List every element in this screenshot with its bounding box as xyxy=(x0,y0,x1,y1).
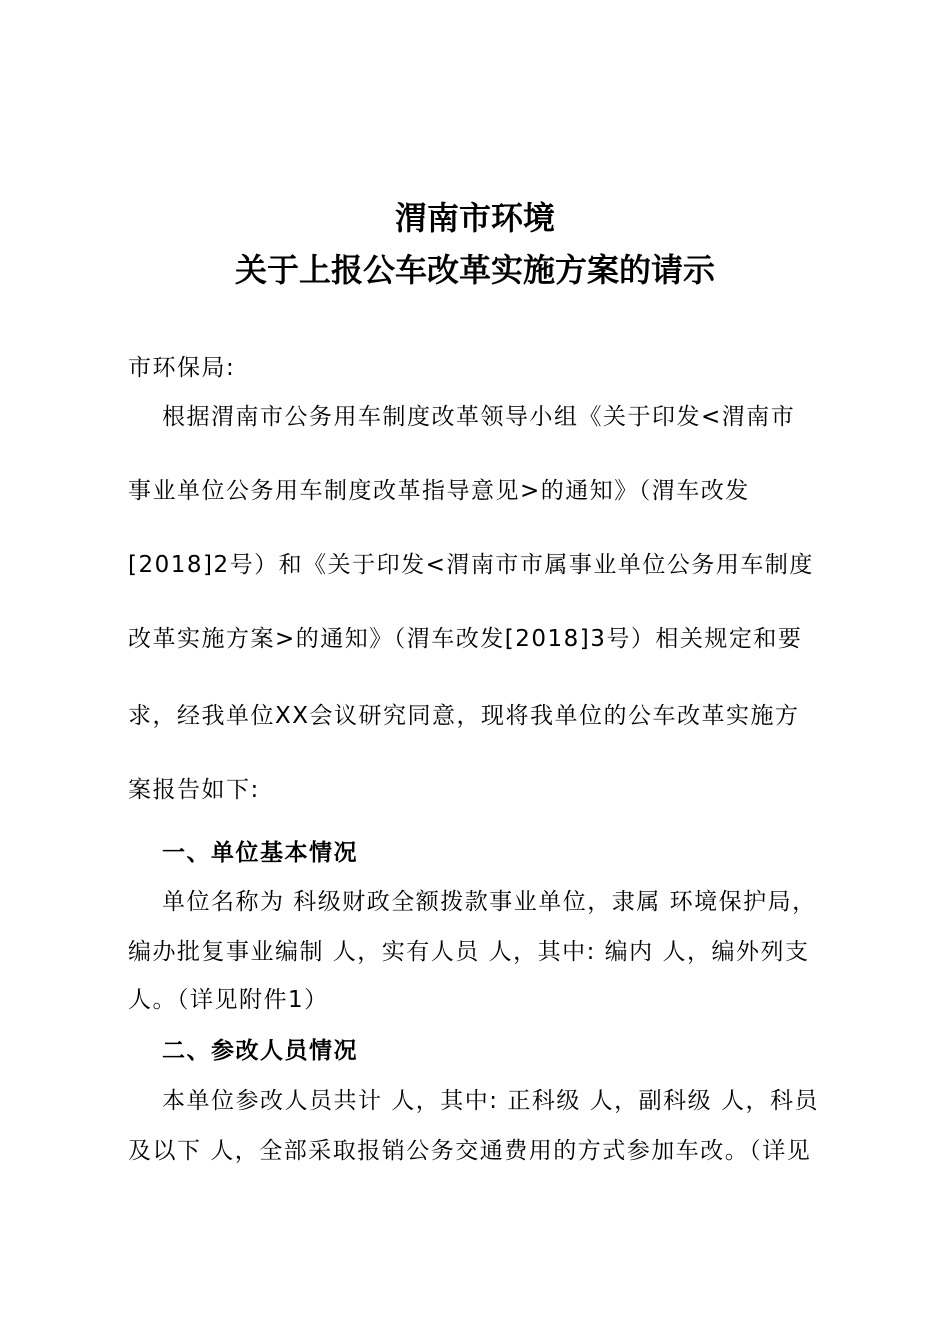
section2-line: 及以下 人，全部采取报销公务交通费用的方式参加车改。（详见 xyxy=(128,1138,812,1164)
document-title-line-1: 渭南市环境 xyxy=(394,199,555,237)
intro-line: 改革实施方案>的通知》（渭车改发[2018]3号）相关规定和要 xyxy=(128,626,803,652)
intro-line: 事业单位公务用车制度改革指导意见>的通知》（渭车改发 xyxy=(128,478,750,504)
section2-line: 本单位参改人员共计 人，其中: 正科级 人，副科级 人，科员 xyxy=(162,1088,819,1114)
intro-line: 案报告如下: xyxy=(128,777,260,803)
section1-line: 单位名称为 科级财政全额拨款事业单位，隶属 环境保护局， xyxy=(162,889,817,915)
section-heading-basic-info: 一、单位基本情况 xyxy=(162,840,358,866)
section1-line: 人。（详见附件1） xyxy=(128,987,329,1013)
section1-line: 编办批复事业编制 人，实有人员 人，其中: 编内 人，编外列支 xyxy=(128,939,810,965)
addressee: 市环保局: xyxy=(128,355,236,381)
intro-line: 求，经我单位XX会议研究同意，现将我单位的公车改革实施方 xyxy=(128,703,800,729)
section-heading-participants: 二、参改人员情况 xyxy=(162,1038,358,1064)
intro-line: [2018]2号）和《关于印发<渭南市市属事业单位公务用车制度 xyxy=(128,552,814,578)
document-title-line-2: 关于上报公车改革实施方案的请示 xyxy=(234,251,715,289)
intro-line: 根据渭南市公务用车制度改革领导小组《关于印发<渭南市 xyxy=(162,404,796,430)
